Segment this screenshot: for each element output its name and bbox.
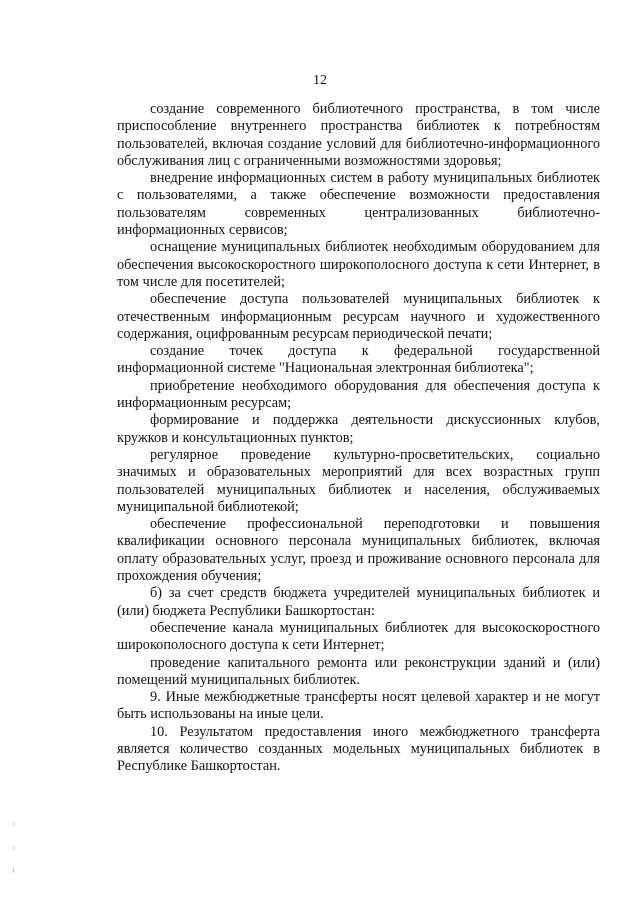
document-body: [117, 101, 600, 776]
scan-margin-mark: [13, 846, 14, 850]
paragraph: 10. Результатом предоставления иного межбюджетного трансферта является количество созданных модельных муниципальных библиотек в Республике Башкортостан.: [117, 723, 600, 775]
paragraph: б) за счет средств бюджета учредителей муниципальных библиотек и (или) бюджета Республики Башкортостан:: [117, 585, 600, 619]
paragraph: регулярное проведение культурно-просветительских, социально значимых и образовательных мероприятий для всех возрастных групп пользователей муниципальных библиотек и населения, обслуживаемых муниципальной библиотекой;: [117, 446, 600, 515]
paragraph: оснащение муниципальных библиотек необходимым оборудованием для обеспечения высокоскоростного широкополосного доступа к сети Интернет, в том числе для посетителей;: [117, 239, 600, 290]
paragraph: создание точек доступа к федеральной государственной информационной системе "Национальная электронная библиотека";: [117, 343, 600, 377]
paragraph: формирование и поддержка деятельности дискуссионных клубов, кружков и консультационных пунктов;: [117, 412, 600, 446]
paragraph: внедрение информационных систем в работу муниципальных библиотек с пользователями, а также обеспечение возможности предоставления пользователям современных централизованных библиотечно-информационных сервисов;: [117, 170, 600, 239]
scan-margin-mark: [13, 868, 14, 873]
page-number: 12: [313, 73, 327, 88]
paragraph: обеспечение канала муниципальных библиотек для высокоскоростного широкополосного доступа к сети Интернет;: [117, 619, 600, 654]
paragraph: обеспечение доступа пользователей муниципальных библиотек к отечественным информационным ресурсам научного и художественного содержания, оцифрованным ресурсам периодической печати;: [117, 291, 600, 342]
paragraph: приобретение необходимого оборудования для обеспечения доступа к информационным ресурсам;: [117, 377, 600, 412]
scan-margin-mark: [13, 822, 14, 826]
paragraph: обеспечение профессиональной переподготовки и повышения квалификации основного персонала муниципальных библиотек, включая оплату образовательных услуг, проезд и проживание основного персонала для прохождения обучения;: [117, 516, 600, 585]
paragraph: проведение капитального ремонта или реконструкции зданий и (или) помещений муниципальных библиотек.: [117, 654, 600, 688]
paragraph: создание современного библиотечного пространства, в том числе приспособление внутреннего пространства библиотек к потребностям пользователей, включая создание условий для библиотечно-информационного обслуживания лиц с ограниченными возможностями здоровья;: [117, 101, 600, 169]
paragraph: 9. Иные межбюджетные трансферты носят целевой характер и не могут быть использованы на иные цели.: [117, 689, 600, 723]
